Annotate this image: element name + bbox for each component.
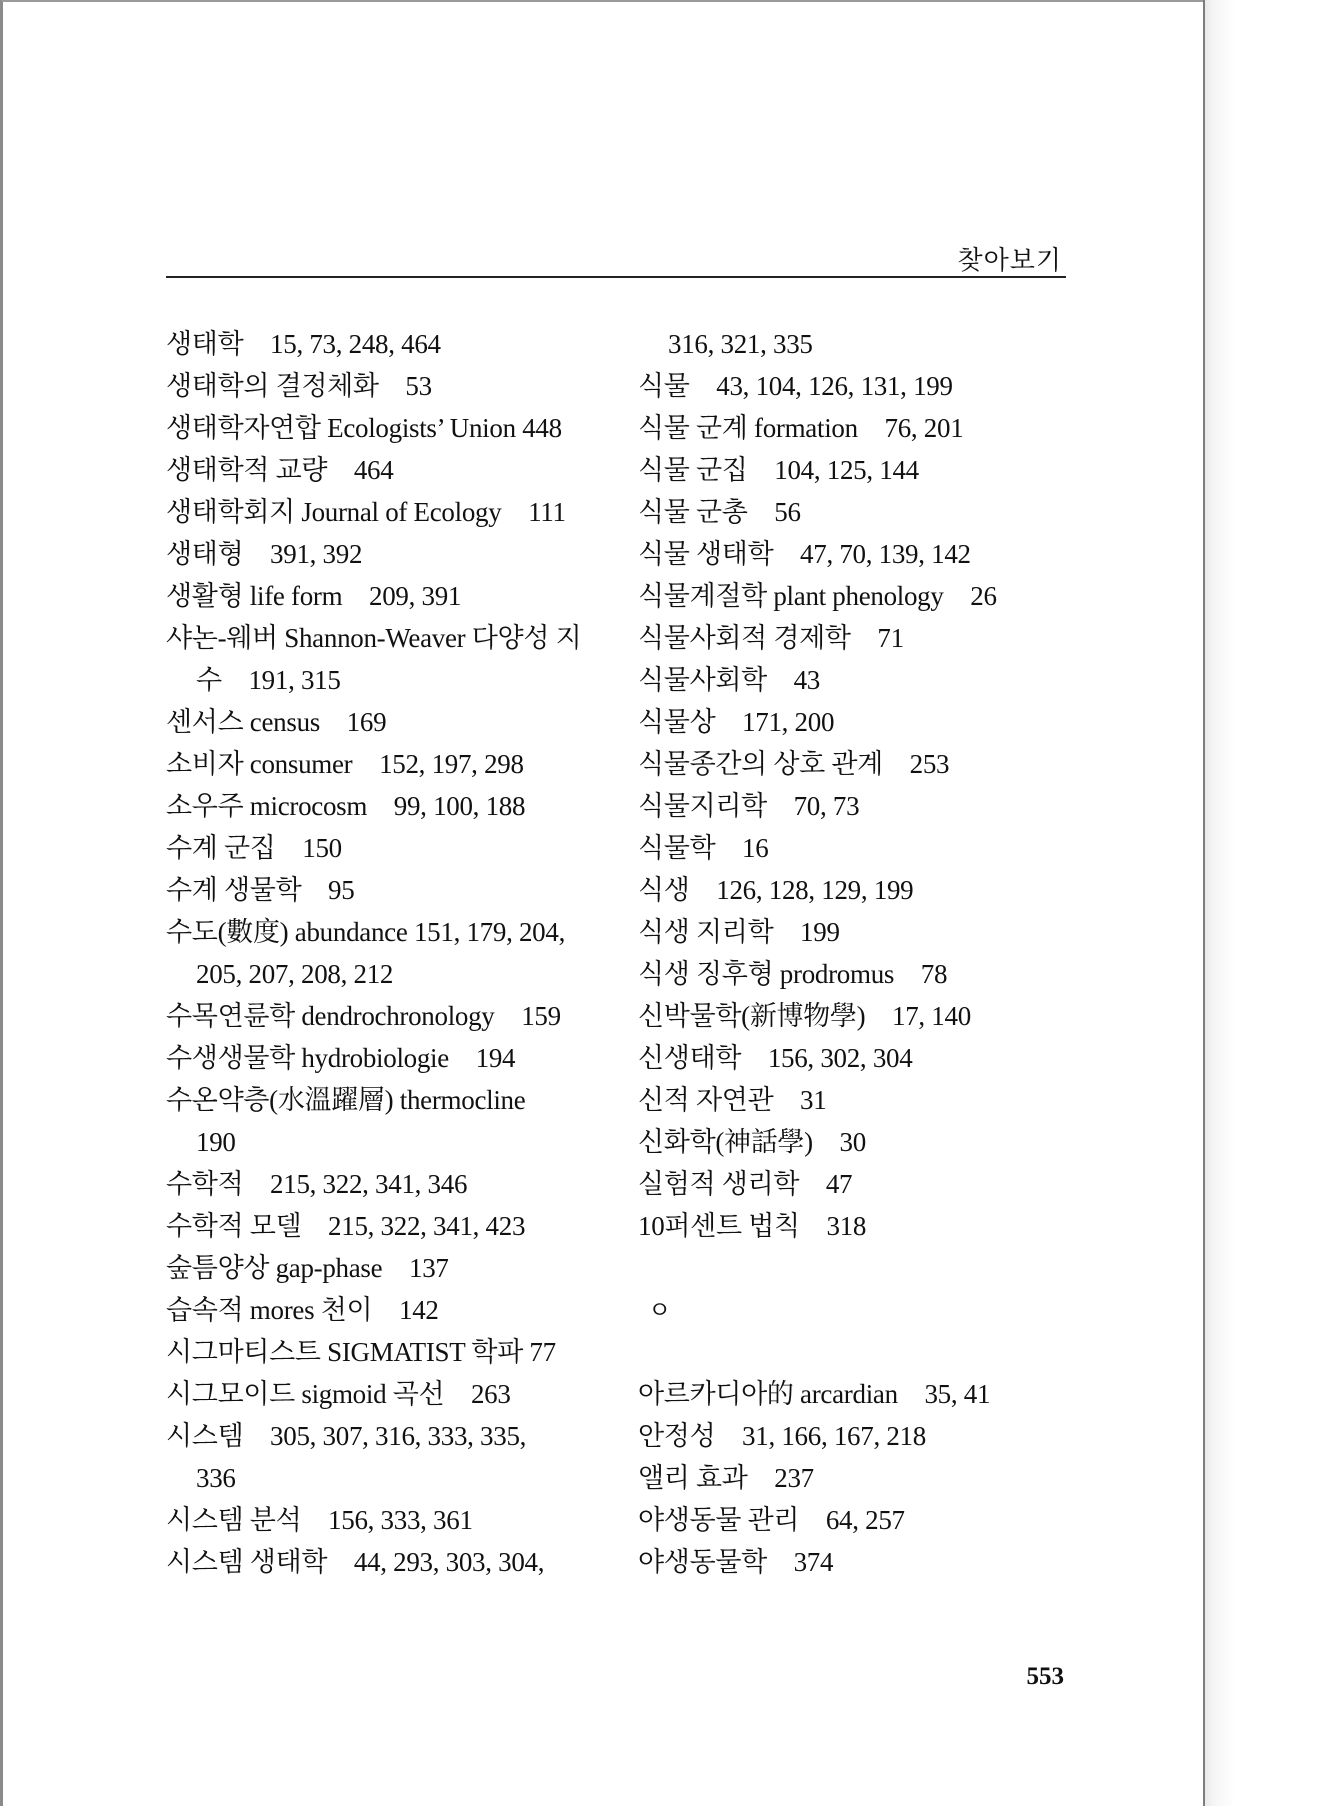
index-entry: 수온약층(水溫躍層) thermocline (166, 1085, 526, 1115)
index-entry: 생태형 391, 392 (166, 539, 363, 569)
blank-line (638, 1247, 1038, 1289)
index-entry: 습속적 mores 천이 142 (166, 1295, 439, 1325)
index-entry: 수학적 모델 215, 322, 341, 423 (166, 1211, 526, 1241)
index-entry: 식물상 171, 200 (638, 707, 835, 737)
index-entry: 수목연륜학 dendrochronology 159 (166, 1001, 561, 1031)
index-entry: 식물학 16 (638, 833, 769, 863)
index-entry: 시그마티스트 SIGMATIST 학파 77 (166, 1337, 556, 1367)
header-title: 찾아보기 (957, 246, 1062, 276)
index-entry: 신적 자연관 31 (638, 1085, 827, 1115)
running-header (166, 236, 1066, 278)
index-entry: 식물사회적 경제학 71 (638, 623, 904, 653)
index-entry: 식물 43, 104, 126, 131, 199 (638, 371, 953, 401)
index-entry: 생태학의 결정체화 53 (166, 371, 432, 401)
index-entry: 생태학적 교량 464 (166, 455, 394, 485)
section-letter-heading: ㅇ (648, 1296, 671, 1324)
index-entry: 식물계절학 plant phenology 26 (638, 581, 997, 611)
index-entry: 생태학회지 Journal of Ecology 111 (166, 497, 566, 527)
index-entry: 식물 군총 56 (638, 497, 801, 527)
index-entry: 수계 생물학 95 (166, 875, 355, 905)
index-entry: 앨리 효과 237 (638, 1463, 814, 1493)
index-entry: 생태학자연합 Ecologists’ Union 448 (166, 413, 562, 443)
index-entry: 신화학(神話學) 30 (638, 1127, 866, 1157)
index-entry: 아르카디아的 arcardian 35, 41 (638, 1379, 991, 1409)
index-entry: 소비자 consumer 152, 197, 298 (166, 749, 524, 779)
index-entry: 실험적 생리학 47 (638, 1169, 853, 1199)
index-entry: 10퍼센트 법칙 318 (638, 1211, 867, 1241)
index-entry-continuation: 수 191, 315 (196, 665, 341, 695)
index-entry: 식물종간의 상호 관계 253 (638, 749, 950, 779)
index-entry: 샤논-웨버 Shannon-Weaver 다양성 지 (166, 623, 582, 653)
index-entry: 수학적 215, 322, 341, 346 (166, 1169, 468, 1199)
index-entry: 식물 생태학 47, 70, 139, 142 (638, 539, 971, 569)
index-entry: 시스템 분석 156, 333, 361 (166, 1505, 473, 1535)
page-edge-shadow (1203, 0, 1332, 1806)
index-entry: 식물사회학 43 (638, 665, 821, 695)
index-entry: 생활형 life form 209, 391 (166, 581, 462, 611)
index-column-right (638, 323, 1038, 1583)
index-entry: 신박물학(新博物學) 17, 140 (638, 1001, 971, 1031)
index-entry: 식물 군계 formation 76, 201 (638, 413, 964, 443)
index-entry: 숲틈양상 gap-phase 137 (166, 1253, 449, 1283)
index-entry: 센서스 census 169 (166, 707, 387, 737)
index-entry-continuation: 205, 207, 208, 212 (196, 959, 394, 989)
index-entry: 수도(數度) abundance 151, 179, 204, (166, 917, 566, 947)
index-entry: 안정성 31, 166, 167, 218 (638, 1421, 926, 1451)
index-entry: 식물지리학 70, 73 (638, 791, 860, 821)
index-entry-continuation: 316, 321, 335 (668, 329, 813, 359)
index-entry: 야생동물학 374 (638, 1547, 834, 1577)
index-entry: 야생동물 관리 64, 257 (638, 1505, 905, 1535)
index-entry-continuation: 190 (196, 1127, 236, 1157)
index-entry: 소우주 microcosm 99, 100, 188 (166, 791, 526, 821)
index-column-left (166, 323, 606, 1583)
index-entry: 식생 징후형 prodromus 78 (638, 959, 948, 989)
index-entry: 식생 지리학 199 (638, 917, 840, 947)
index-entry: 시그모이드 sigmoid 곡선 263 (166, 1379, 511, 1409)
page-number: 553 (1026, 1663, 1064, 1690)
index-entry: 신생태학 156, 302, 304 (638, 1043, 913, 1073)
blank-line (638, 1331, 1038, 1373)
index-entry: 시스템 305, 307, 316, 333, 335, (166, 1421, 527, 1451)
index-entry-continuation: 336 (196, 1463, 236, 1493)
index-entry: 생태학 15, 73, 248, 464 (166, 329, 441, 359)
index-entry: 수생생물학 hydrobiologie 194 (166, 1043, 516, 1073)
index-entry: 시스템 생태학 44, 293, 303, 304, (166, 1547, 545, 1577)
index-entry: 수계 군집 150 (166, 833, 342, 863)
index-entry: 식물 군집 104, 125, 144 (638, 455, 919, 485)
index-entry: 식생 126, 128, 129, 199 (638, 875, 914, 905)
